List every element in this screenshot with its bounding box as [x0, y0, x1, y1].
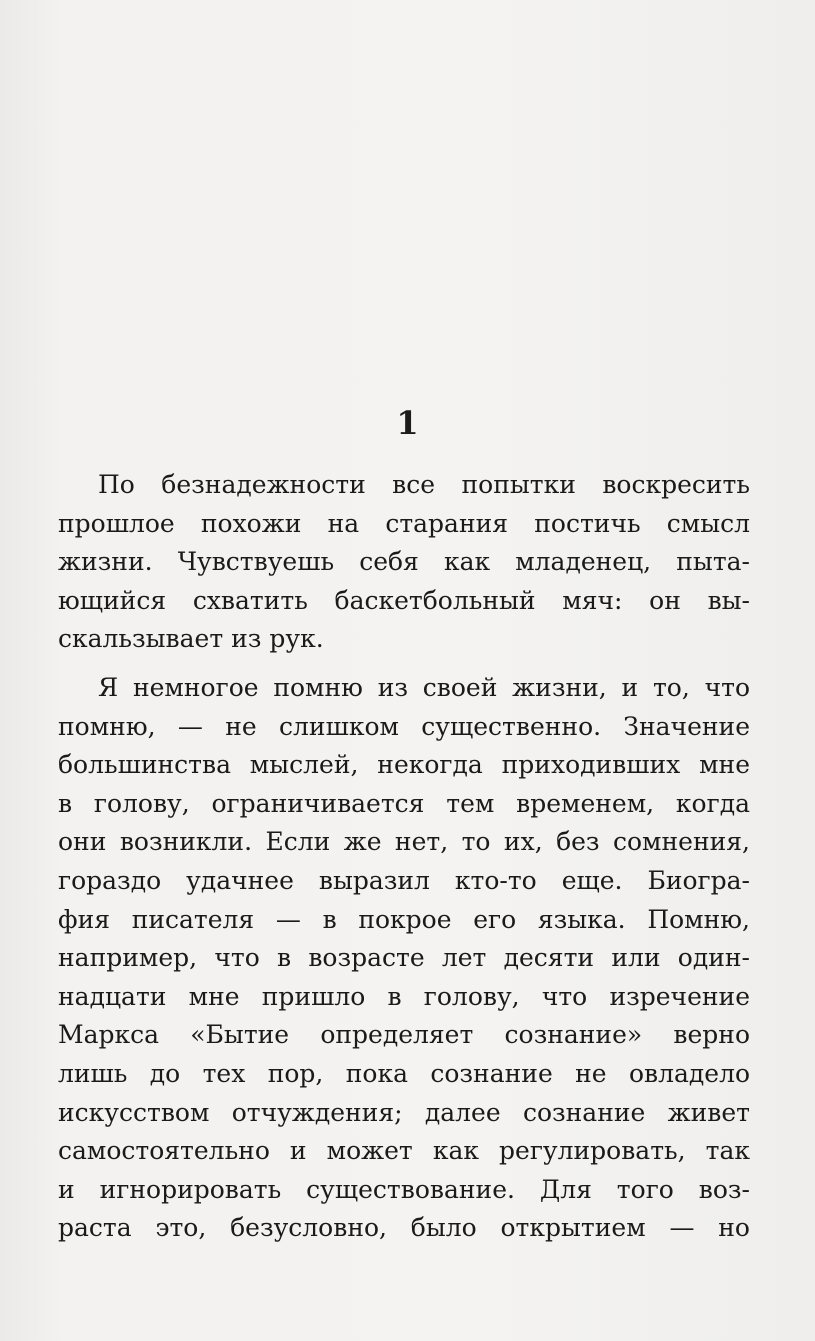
text-line: Я немногое помню из своей жизни, и то, что [98, 672, 750, 702]
body-text [58, 466, 750, 1248]
paragraph-2 [58, 669, 750, 1248]
text-line: и игнорировать существование. Для того воз- [58, 1174, 750, 1204]
paragraph-gap [58, 659, 750, 669]
text-line: искусством отчуждения; далее сознание живет [58, 1097, 750, 1127]
text-line: скальзывает из рук. [58, 624, 324, 654]
text-line: большинства мыслей, некогда приходивших мне [58, 750, 750, 780]
text-line: в голову, ограничивается тем временем, когда [58, 788, 750, 818]
text-line: они возникли. Если же нет, то их, без сомнения, [58, 827, 750, 857]
text-line: помню, — не слишком существенно. Значение [58, 711, 750, 741]
text-line: прошлое похожи на старания постичь смысл [58, 508, 750, 538]
text-line: Маркса «Бытие определяет сознание» верно [58, 1020, 750, 1050]
text-line: лишь до тех пор, пока сознание не овладело [58, 1058, 750, 1088]
text-line: надцати мне пришло в голову, что изречение [58, 981, 750, 1011]
text-line: жизни. Чувствуешь себя как младенец, пыта- [58, 547, 750, 577]
text-line: например, что в возрасте лет десяти или один- [58, 943, 750, 973]
text-line: По безнадежности все попытки воскресить [98, 470, 750, 499]
text-line: ющийся схватить баскетбольный мяч: он вы- [58, 585, 750, 615]
text-line: самостоятельно и может как регулировать, так [58, 1136, 750, 1166]
text-line: фия писателя — в покрое его языка. Помню, [58, 904, 750, 934]
paragraph-1 [58, 466, 750, 659]
text-line: раста это, безусловно, было открытием — но [58, 1213, 750, 1243]
chapter-number: 1 [396, 404, 419, 442]
text-line: гораздо удачнее выразил кто-то еще. Биогра- [58, 865, 750, 895]
